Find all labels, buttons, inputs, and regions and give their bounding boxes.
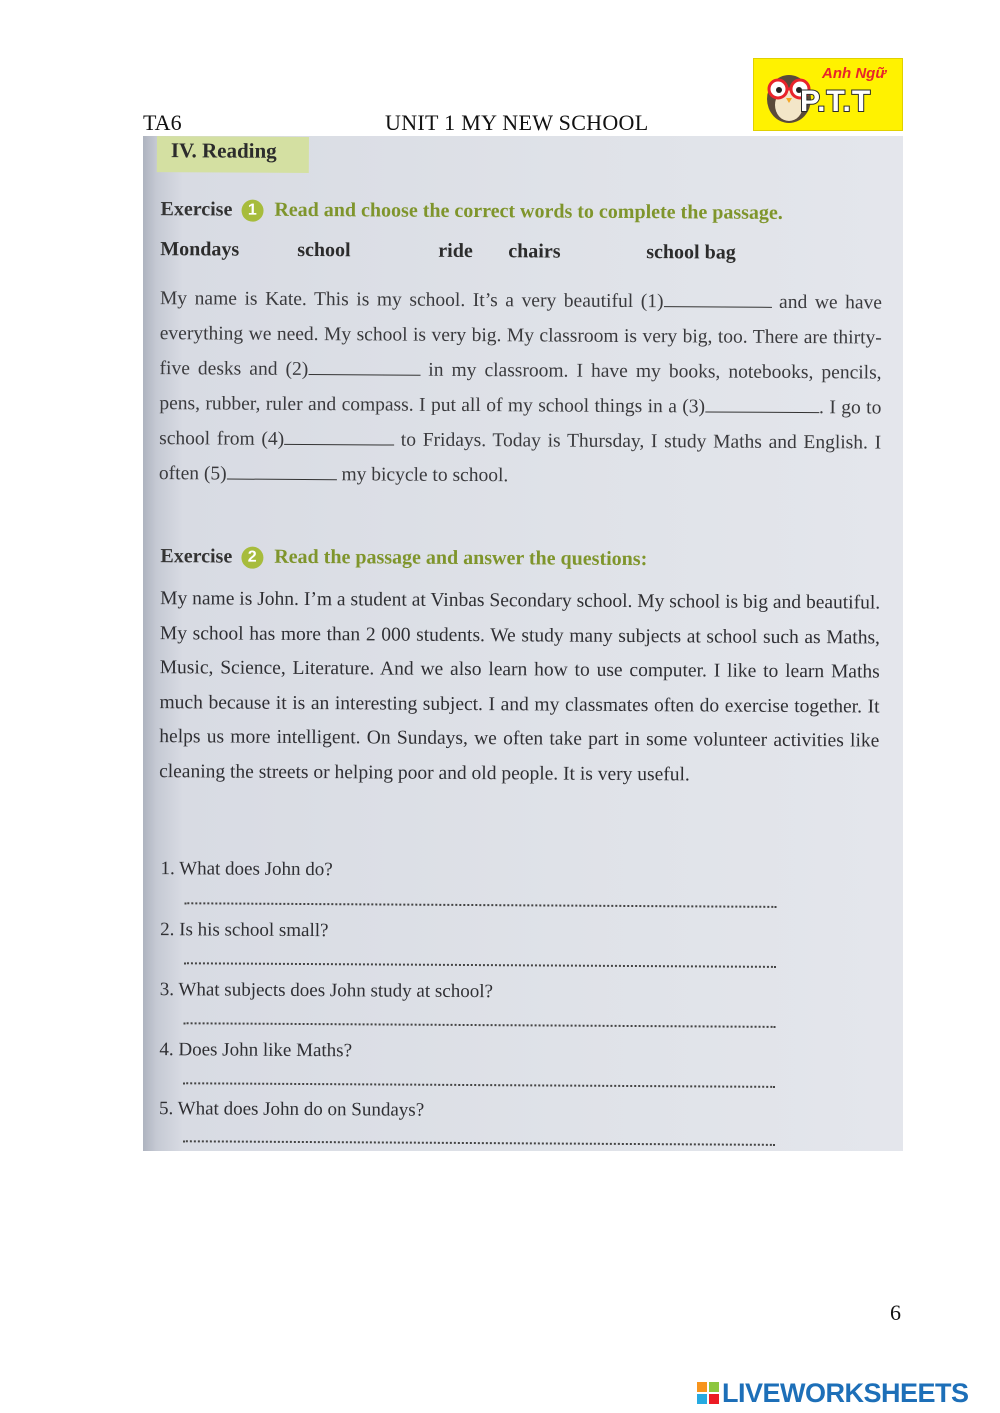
anh-ngu-ptt-logo [753, 58, 903, 131]
answer-blank-2[interactable] [308, 358, 420, 376]
answer-blank-5[interactable] [227, 463, 337, 481]
exercise-2-passage: My name is John. I’m a student at Vinbas Secondary school. My school is big and beautiful. My school has more than 2 000 students. We study many subjects at school such as Maths, Music, Science, Literature. And we also learn how to use computer. I like to learn Maths much because it is an interesting subject. I and my classmates often do exercise together. It helps us more intelligent. On Sundays, we often take part in some volunteer activities like cleaning the streets or helping poor and old people. It is very useful. [159, 588, 881, 785]
textbook-page [143, 136, 903, 1151]
logo-tagline: Anh Ngữ [822, 65, 887, 82]
passage-text: My name is Kate. This is my school. It’s a very beautiful (1) [159, 288, 664, 313]
answer-line-1[interactable] [184, 898, 776, 908]
exercise-1-passage [159, 281, 882, 495]
question-1: 1. What does John do? [160, 858, 333, 881]
header-title: UNIT 1 MY NEW SCHOOL [385, 110, 649, 135]
word-bank-item: school [297, 238, 351, 262]
word-bank-item: ride [438, 239, 473, 263]
question-5: 5. What does John do on Sundays? [158, 1098, 425, 1121]
answer-line-2[interactable] [184, 958, 776, 968]
question-3: 3. What subjects does John study at school? [159, 979, 494, 1003]
page-number: 6 [890, 1300, 901, 1325]
header-left: TA6 [143, 110, 182, 135]
exercise-2-instruction: Read the passage and answer the questions: [274, 545, 648, 571]
word-bank-item: Mondays [160, 238, 240, 261]
liveworksheets-wordmark: LIVEWORKSHEETS [722, 1378, 969, 1408]
liveworksheets-brand [697, 1378, 993, 1408]
exercise-2-number: 2 [241, 547, 263, 569]
passage-text: in my classroom. I have my books, notebooks, pencils, pens, rubber, ruler and compass. I put all of my school things in a (3) [159, 359, 882, 418]
passage-text: . I go to school from (4) [159, 397, 882, 450]
exercise-1-number: 1 [241, 200, 263, 222]
textbook-photo [143, 136, 903, 1151]
passage-text: my bicycle to school. [336, 464, 509, 487]
answer-blank-3[interactable] [705, 395, 819, 413]
passage-text: to Fridays. Today is Thursday, I study Maths and English. I often (5) [158, 429, 882, 485]
answer-line-3[interactable] [184, 1018, 776, 1028]
answer-line-4[interactable] [183, 1078, 775, 1088]
word-bank-item: chairs [508, 240, 561, 263]
exercise-2-label: Exercise [160, 545, 233, 568]
exercise-1-heading [160, 198, 782, 225]
passage-text: and we have everything we need. My school is very big. My classroom is very big, too. There are thirty-five desks and (2) [159, 291, 883, 381]
exercise-1-instruction: Read and choose the correct words to complete the passage. [274, 198, 783, 224]
exercise-1-label: Exercise [160, 198, 233, 221]
answer-blank-4[interactable] [284, 428, 394, 446]
question-2: 2. Is his school small? [160, 919, 329, 942]
liveworksheets-logo-icon [697, 1382, 719, 1404]
answer-blank-1[interactable] [663, 290, 771, 308]
logo-name: P.T.T [800, 85, 872, 118]
answer-line-5[interactable] [183, 1136, 775, 1146]
word-bank-item: school bag [646, 241, 736, 264]
exercise-2-heading [160, 545, 647, 571]
section-title: IV. Reading [170, 138, 277, 163]
question-4: 4. Does John like Maths? [159, 1039, 353, 1062]
